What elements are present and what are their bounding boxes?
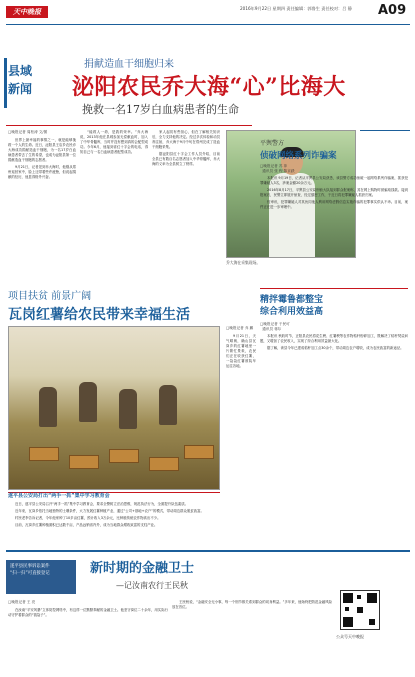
section2-headline: 瓦岗红薯给农民带来幸福生活 [8,307,190,323]
right-paragraph: 据了解，该县今年已建成秸秆加工点30余个，带动周边农户增收，成为农民致富的新途径。 [267,345,404,350]
lead-column-3 [152,130,220,286]
right-paragraph: 本报讯 秋收时节，正阳县农民将花生秧、红薯秧等农作物秸秆粉碎加工，既解决了秸秆焚烧问题，又增加了农民收入，实现了综合利用效益最大化。 [260,334,408,343]
bottom-headline: 新时期的金融卫士 [90,561,195,576]
bottom-subhead: —记汝南农行王民秋 [116,581,188,590]
lead-photo-caption: 乔大海在采集现场。 [226,260,261,265]
section2-paragraph: 近年来，瓦岗乡依托当地独特的土壤条件，大力发展红薯种植产业，通过“公司+基地+农户”的模式，带动周边群众脱贫致富。 [15,508,204,513]
bottom-column-1 [8,608,168,672]
lead-column-1 [8,138,76,286]
section2-paragraph: 村民老李告诉记者，今年他家种了10多亩红薯，预计收入3万余元，比种植传统农作物高出不少。 [15,515,161,520]
right-paragraph: 本报讯 9月19日，记者从平舆县公安局获悉，该县警方成功侦破一起网络系列诈骗案，抓获犯罪嫌疑人3名，涉案金额20余万元。 [260,176,408,185]
lead-paragraph: 9月21日，记者见到乔大海时，他刚从郑州返回家中，脸上还带着些许疲惫，但说起捐献的经历，他显得格外兴奋。 [8,164,76,179]
lead-paragraph: “能救人一命，是我的荣幸。”乔大海说，2013年他在县城参加无偿献血时，加入了中华骨髓库，当时并没有想到真的会配型成功。今年6月，他接到省红十字会的电话，得知自己与一名白血病患者配型成功。 [80,130,148,154]
lead-paragraph: 世界上最幸福的事情之一，就是能够挽救一个人的生命。近日，泌阳县王店乡农民乔大海成功捐献造血干细胞，为一名17岁白血病患者带去了生的希望，也成为泌阳县第一位捐献造血干细胞的志愿者。 [8,138,76,162]
section2-byline: □晚报记者 乔 鹏 [226,326,254,330]
bottom-paragraph: 王民秋说，“金融安全无小事，每一个细节都关系到群众的切身利益。”多年来，他始终把防范金融风险放在首位。 [172,600,332,609]
lead-rule [6,125,252,126]
left-promo-box: 遂平县民事诉讼案件 “扫一扫”可直接登记 [6,560,76,594]
section2-paragraph: 9月21日，天气晴朗，确山县瓦岗乡的红薯地里一片繁忙景象，农民们正在收获红薯，一袋袋红薯被装车运往各地。 [226,334,256,368]
section-label-line1: 县域 [8,64,33,78]
right-byline: □晚报记者 苏 冲 通讯员 张 程 陈京跃 [260,164,295,174]
lead-headline: 泌阳农民乔大海“心”比海大 [72,74,346,100]
section2-column [226,334,256,514]
qr-caption: 公众号天中晚报 [336,634,364,639]
section2-paragraph: 目前，瓦岗乡红薯种植面积已达数千亩，产品远销省内外，成为当地群众增收致富的支柱产业。 [15,522,158,527]
right-kicker: 平舆警方 [260,140,285,147]
bottom-column-2 [172,600,332,672]
lead-byline: □晚报记者 周松涛 文/图 [8,130,48,134]
right-paragraph: 经审讯，犯罪嫌疑人对其伙同他人利用网络虚假信息实施诈骗的犯罪事实供认不讳。目前，案件正在进一步审理中。 [260,199,408,209]
bottom-rule [6,550,410,552]
header-rule [6,24,410,25]
section2-caption-paragraph: 近日，遂平县公安局召开“两手一抓”集中学习教育会，要求全警树立法治思维，规范执法行为，全面提升队伍素质。 [15,502,189,506]
bottom-paragraph: 在汝南“平安风暴”立体防控网络中，有这样一位默默奉献的金融卫士。他坚守岗位二十余年，用实际行动守护着群众的“钱袋子”。 [8,608,168,617]
right-column-text [260,176,408,286]
lead-column-2 [80,130,148,286]
section-bar [4,58,7,108]
lead-kicker: 捐献造血干细胞归来 [84,59,174,70]
lead-paragraph: 据泌阳县红十字会工作人员介绍，目前全县已有数百名志愿者加入中华骨髓库，乔大海的义举为全县树立了榜样。 [152,151,220,166]
section2-kicker: 项目扶贫 前景广阔 [8,291,92,302]
right-column-text-2 [260,334,408,544]
right-rule-2 [260,288,408,289]
masthead [0,0,415,72]
lead-paragraph: 家人起初有些担心，但在了解相关知识后，全力支持他的决定。经过多次体检和动员剂注射，乔大海于9月中旬在郑州完成了造血干细胞采集。 [152,130,220,149]
right-title-2: 精拌霉鲁都整宝 [260,295,324,305]
right-byline-2: □晚报记者 于民可 通讯员 蒋尔 [260,322,290,332]
paper-logo: 天中晚报 [6,6,48,18]
dateline: 2016年9月22日 星期四 责任编辑：郭鲁生 责任校对：吕 静 [240,6,352,11]
section-label-line2: 新闻 [8,82,33,96]
right-title: 侦破网络系列诈骗案 [260,151,337,161]
bottom-byline: □晚报记者 王 亮 [8,600,36,604]
lead-subhead: 挽救一名17岁白血病患者的生命 [82,103,239,116]
section-label [8,62,42,98]
page-number: A09 [378,3,407,18]
right-title-3: 综合利用效益高 [260,307,324,317]
section2-photo-caption-title: 遂平县公安局打出“两手一抓”集中学习教育会 [8,493,110,499]
section2-caption-text [8,502,220,542]
right-paragraph: 2016年8月17日，平舆县公安局刑侦大队接到群众报案称，其在网上购物时被骗取钱款。接到报案后，民警立即展开侦查，经过缜密工作，于近日将犯罪嫌疑人抓获归案。 [260,187,408,197]
qr-code [340,590,380,630]
right-rule [360,130,410,131]
section2-photo [8,326,220,490]
